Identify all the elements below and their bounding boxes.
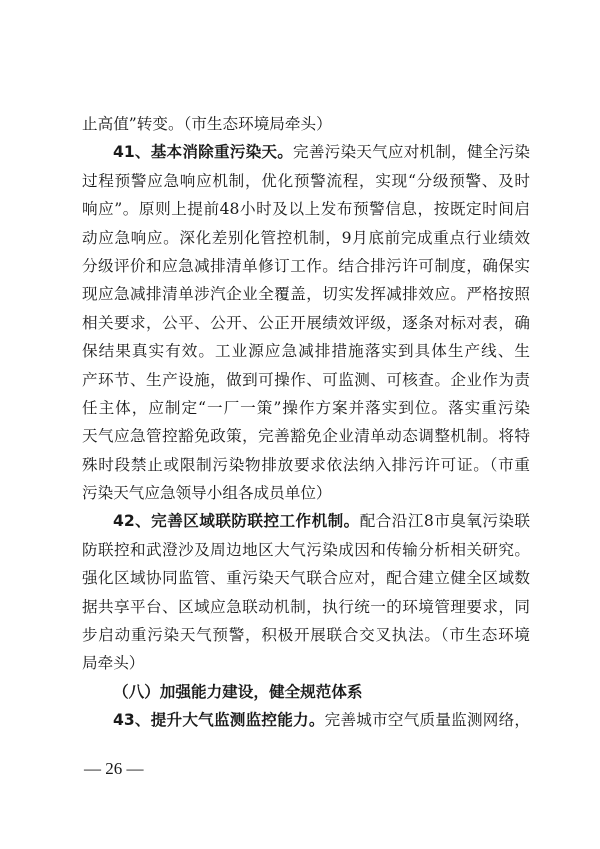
text-line: 保结果真实有效。工业源应急减排措施落实到具体生产线、生 [82, 342, 530, 361]
text-line: 局牵头） [82, 654, 145, 673]
text-line: 止高值”转变。（市生态环境局牵头） [82, 115, 332, 133]
text-span: 完善污染天气应对机制，健全污染 [293, 143, 530, 162]
text-line: 分级评价和应急减排清单修订工作。结合排污许可制度，确保实 [82, 256, 530, 275]
item-41-heading: 41、基本消除重污染天。 [113, 143, 294, 162]
text-line: 污染天气应急领导小组各成员单位） [82, 484, 332, 503]
text-line: 现应急减排清单涉汽企业全覆盖，切实发挥减排效应。严格按照 [82, 285, 530, 304]
text-line: 防联控和武澄沙及周边地区大气污染成因和传输分析相关研究。 [82, 540, 530, 559]
text-span: 配合沿江8市臭氧污染联 [359, 512, 531, 531]
text-line: 殊时段禁止或限制污染物排放要求依法纳入排污许可证。（市重 [82, 455, 530, 474]
section-heading: （八）加强能力建设，健全规范体系 [113, 682, 363, 701]
page-number: — 26 — [84, 759, 144, 778]
text-line: 天气应急管控豁免政策，完善豁免企业清单动态调整机制。将特 [82, 427, 530, 446]
text-line: 动应急响应。深化差别化管控机制，9月底前完成重点行业绩效 [82, 228, 530, 247]
text-line: 相关要求，公平、公开、公正开展绩效评级，逐条对标对表，确 [82, 313, 530, 332]
text-line: 过程预警应急响应机制，优化预警流程，实现“分级预警、及时 [82, 171, 530, 190]
text-line: 据共享平台、区域应急联动机制，执行统一的环境管理要求，同 [82, 597, 530, 616]
paragraph-43-first-line [82, 706, 530, 734]
item-42-heading: 42、完善区域联防联控工作机制。 [113, 512, 360, 531]
text-line: 步启动重污染天气预警，积极开展联合交叉执法。（市生态环境 [82, 626, 530, 645]
item-43-heading: 43、提升大气监测监控能力。 [113, 711, 325, 730]
document-body [82, 110, 530, 735]
text-line: 响应”。原则上提前48小时及以上发布预警信息，按既定时间启 [82, 200, 530, 219]
text-line: 产环节、生产设施，做到可操作、可监测、可核查。企业作为责 [82, 370, 530, 389]
text-line: 强化区域协同监管、重污染天气联合应对，配合建立健全区域数 [82, 569, 530, 588]
text-span: 完善城市空气质量监测网络， [324, 711, 530, 730]
text-line: 任主体，应制定“一厂一策”操作方案并落实到位。落实重污染 [82, 398, 530, 417]
paragraph-41-first-line [82, 138, 530, 166]
paragraph-42-first-line [82, 507, 530, 535]
